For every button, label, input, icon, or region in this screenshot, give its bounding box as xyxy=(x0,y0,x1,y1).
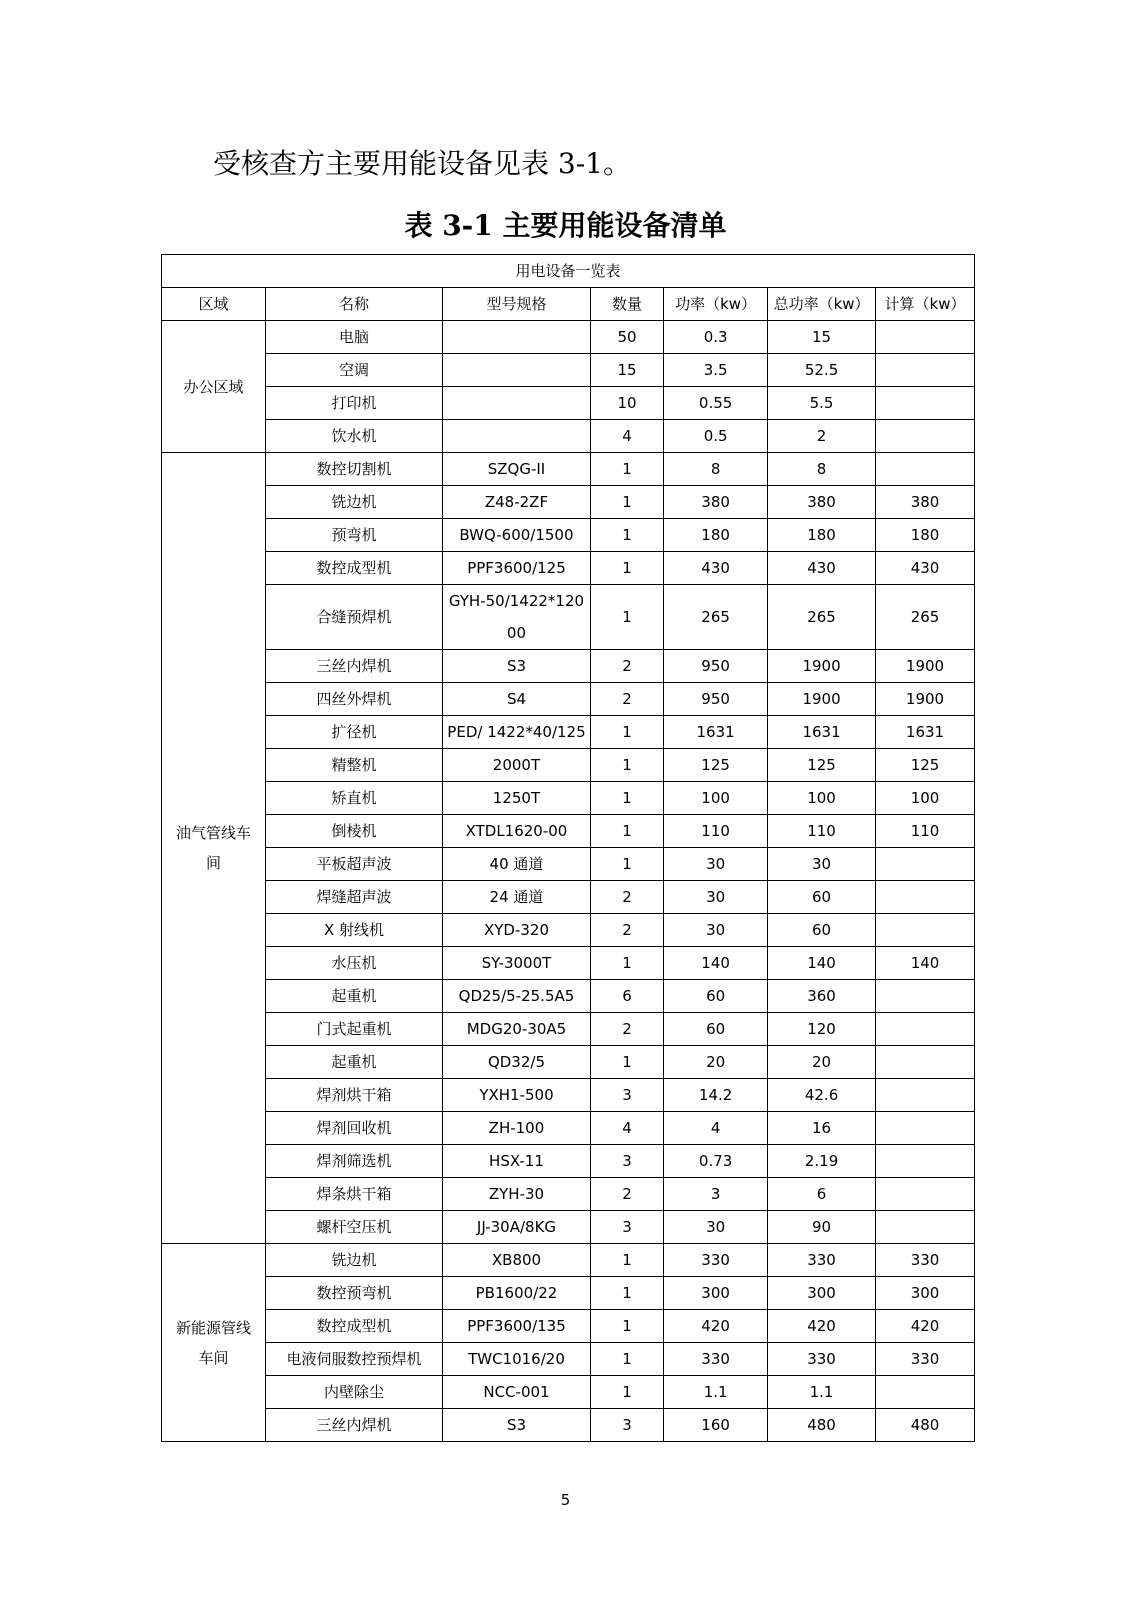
model-spec-cell: S3 xyxy=(443,1409,591,1442)
power-cell: 950 xyxy=(664,683,768,716)
quantity-cell: 1 xyxy=(590,1046,663,1079)
table-row xyxy=(162,1046,975,1079)
calculated-power-cell xyxy=(876,420,975,453)
power-cell: 265 xyxy=(664,585,768,650)
calculated-power-cell: 1631 xyxy=(876,716,975,749)
model-spec-cell: JJ-30A/8KG xyxy=(443,1211,591,1244)
model-spec-cell: SY-3000T xyxy=(443,947,591,980)
power-cell: 300 xyxy=(664,1277,768,1310)
total-power-cell: 5.5 xyxy=(768,387,876,420)
power-cell: 30 xyxy=(664,848,768,881)
equipment-name-cell: 空调 xyxy=(265,354,442,387)
equipment-name-cell: 合缝预焊机 xyxy=(265,585,442,650)
table-title: 用电设备一览表 xyxy=(162,255,975,288)
total-power-cell: 60 xyxy=(768,914,876,947)
total-power-cell: 300 xyxy=(768,1277,876,1310)
quantity-cell: 10 xyxy=(590,387,663,420)
equipment-name-cell: 起重机 xyxy=(265,1046,442,1079)
total-power-cell: 120 xyxy=(768,1013,876,1046)
model-spec-cell: 1250T xyxy=(443,782,591,815)
power-cell: 30 xyxy=(664,1211,768,1244)
total-power-cell: 30 xyxy=(768,848,876,881)
calculated-power-cell xyxy=(876,1145,975,1178)
equipment-name-cell: 焊剂烘干箱 xyxy=(265,1079,442,1112)
total-power-cell: 16 xyxy=(768,1112,876,1145)
model-spec-cell: PED/ 1422*40/125 xyxy=(443,716,591,749)
model-spec-cell: ZH-100 xyxy=(443,1112,591,1145)
model-spec-cell: BWQ-600/1500 xyxy=(443,519,591,552)
equipment-name-cell: 铣边机 xyxy=(265,486,442,519)
model-spec-cell: PPF3600/125 xyxy=(443,552,591,585)
power-cell: 1631 xyxy=(664,716,768,749)
total-power-cell: 140 xyxy=(768,947,876,980)
table-row xyxy=(162,1013,975,1046)
model-spec-cell: HSX-11 xyxy=(443,1145,591,1178)
calculated-power-cell: 110 xyxy=(876,815,975,848)
total-power-cell: 360 xyxy=(768,980,876,1013)
quantity-cell: 3 xyxy=(590,1211,663,1244)
equipment-name-cell: 焊条烘干箱 xyxy=(265,1178,442,1211)
equipment-name-cell: 焊剂筛选机 xyxy=(265,1145,442,1178)
table-row xyxy=(162,321,975,354)
table-row xyxy=(162,1343,975,1376)
power-cell: 0.3 xyxy=(664,321,768,354)
table-row xyxy=(162,552,975,585)
calculated-power-cell: 1900 xyxy=(876,650,975,683)
model-spec-cell: Z48-2ZF xyxy=(443,486,591,519)
power-cell: 330 xyxy=(664,1244,768,1277)
total-power-cell: 52.5 xyxy=(768,354,876,387)
table-row xyxy=(162,420,975,453)
table-title-row xyxy=(162,255,975,288)
total-power-cell: 125 xyxy=(768,749,876,782)
quantity-cell: 2 xyxy=(590,650,663,683)
calculated-power-cell: 480 xyxy=(876,1409,975,1442)
quantity-cell: 15 xyxy=(590,354,663,387)
calculated-power-cell xyxy=(876,1079,975,1112)
model-spec-cell: 2000T xyxy=(443,749,591,782)
model-spec-cell: NCC-001 xyxy=(443,1376,591,1409)
quantity-cell: 4 xyxy=(590,1112,663,1145)
total-power-cell: 430 xyxy=(768,552,876,585)
table-row xyxy=(162,1244,975,1277)
model-spec-cell: XYD-320 xyxy=(443,914,591,947)
table-caption: 表 3-1 主要用能设备清单 xyxy=(404,209,727,242)
calculated-power-cell xyxy=(876,321,975,354)
table-row xyxy=(162,650,975,683)
table-row xyxy=(162,1079,975,1112)
total-power-cell: 265 xyxy=(768,585,876,650)
equipment-name-cell: 精整机 xyxy=(265,749,442,782)
table-row xyxy=(162,848,975,881)
quantity-cell: 50 xyxy=(590,321,663,354)
calculated-power-cell: 330 xyxy=(876,1343,975,1376)
quantity-cell: 1 xyxy=(590,815,663,848)
equipment-name-cell: 平板超声波 xyxy=(265,848,442,881)
calculated-power-cell: 300 xyxy=(876,1277,975,1310)
model-spec-cell: GYH-50/1422*12000 xyxy=(443,585,591,650)
quantity-cell: 2 xyxy=(590,1013,663,1046)
equipment-name-cell: 数控成型机 xyxy=(265,552,442,585)
power-cell: 380 xyxy=(664,486,768,519)
equipment-name-cell: 预弯机 xyxy=(265,519,442,552)
model-spec-cell: 40 通道 xyxy=(443,848,591,881)
quantity-cell: 1 xyxy=(590,1277,663,1310)
table-row xyxy=(162,716,975,749)
quantity-cell: 1 xyxy=(590,486,663,519)
table-row xyxy=(162,519,975,552)
table-row xyxy=(162,815,975,848)
model-spec-cell: XTDL1620-00 xyxy=(443,815,591,848)
table-row xyxy=(162,749,975,782)
model-spec-cell: S3 xyxy=(443,650,591,683)
total-power-cell: 1900 xyxy=(768,650,876,683)
table-row xyxy=(162,947,975,980)
model-spec-cell xyxy=(443,321,591,354)
calculated-power-cell xyxy=(876,1211,975,1244)
table-row xyxy=(162,1211,975,1244)
quantity-cell: 3 xyxy=(590,1409,663,1442)
total-power-cell: 2.19 xyxy=(768,1145,876,1178)
quantity-cell: 3 xyxy=(590,1145,663,1178)
power-cell: 330 xyxy=(664,1343,768,1376)
table-row xyxy=(162,453,975,486)
table-row xyxy=(162,486,975,519)
quantity-cell: 1 xyxy=(590,1376,663,1409)
calculated-power-cell xyxy=(876,1178,975,1211)
power-cell: 0.5 xyxy=(664,420,768,453)
quantity-cell: 1 xyxy=(590,947,663,980)
total-power-cell: 110 xyxy=(768,815,876,848)
calculated-power-cell: 100 xyxy=(876,782,975,815)
table-row xyxy=(162,1145,975,1178)
power-cell: 100 xyxy=(664,782,768,815)
calculated-power-cell: 265 xyxy=(876,585,975,650)
total-power-cell: 2 xyxy=(768,420,876,453)
header-cell: 计算（kw） xyxy=(876,288,975,321)
quantity-cell: 1 xyxy=(590,453,663,486)
power-cell: 3.5 xyxy=(664,354,768,387)
total-power-cell: 42.6 xyxy=(768,1079,876,1112)
equipment-name-cell: 水压机 xyxy=(265,947,442,980)
total-power-cell: 20 xyxy=(768,1046,876,1079)
model-spec-cell xyxy=(443,420,591,453)
model-spec-cell: XB800 xyxy=(443,1244,591,1277)
calculated-power-cell: 1900 xyxy=(876,683,975,716)
calculated-power-cell: 420 xyxy=(876,1310,975,1343)
table-header-row xyxy=(162,288,975,321)
equipment-name-cell: 门式起重机 xyxy=(265,1013,442,1046)
quantity-cell: 6 xyxy=(590,980,663,1013)
equipment-name-cell: 三丝内焊机 xyxy=(265,650,442,683)
quantity-cell: 2 xyxy=(590,683,663,716)
total-power-cell: 330 xyxy=(768,1343,876,1376)
calculated-power-cell xyxy=(876,354,975,387)
calculated-power-cell xyxy=(876,980,975,1013)
equipment-name-cell: 焊缝超声波 xyxy=(265,881,442,914)
calculated-power-cell xyxy=(876,1112,975,1145)
power-cell: 950 xyxy=(664,650,768,683)
model-spec-cell: TWC1016/20 xyxy=(443,1343,591,1376)
total-power-cell: 330 xyxy=(768,1244,876,1277)
table-row xyxy=(162,1178,975,1211)
calculated-power-cell xyxy=(876,914,975,947)
total-power-cell: 420 xyxy=(768,1310,876,1343)
equipment-name-cell: 四丝外焊机 xyxy=(265,683,442,716)
table-row xyxy=(162,1112,975,1145)
table-row xyxy=(162,585,975,650)
table-row xyxy=(162,683,975,716)
power-cell: 110 xyxy=(664,815,768,848)
table-row xyxy=(162,354,975,387)
equipment-name-cell: 饮水机 xyxy=(265,420,442,453)
total-power-cell: 380 xyxy=(768,486,876,519)
equipment-name-cell: 电脑 xyxy=(265,321,442,354)
quantity-cell: 1 xyxy=(590,519,663,552)
calculated-power-cell xyxy=(876,1013,975,1046)
calculated-power-cell: 430 xyxy=(876,552,975,585)
header-cell: 名称 xyxy=(265,288,442,321)
model-spec-cell: YXH1-500 xyxy=(443,1079,591,1112)
quantity-cell: 1 xyxy=(590,749,663,782)
power-cell: 14.2 xyxy=(664,1079,768,1112)
equipment-name-cell: 螺杆空压机 xyxy=(265,1211,442,1244)
power-cell: 140 xyxy=(664,947,768,980)
quantity-cell: 1 xyxy=(590,782,663,815)
model-spec-cell: QD32/5 xyxy=(443,1046,591,1079)
header-cell: 总功率（kw） xyxy=(768,288,876,321)
power-cell: 20 xyxy=(664,1046,768,1079)
power-cell: 420 xyxy=(664,1310,768,1343)
power-cell: 3 xyxy=(664,1178,768,1211)
total-power-cell: 1631 xyxy=(768,716,876,749)
page-number: 5 xyxy=(560,1491,571,1509)
equipment-name-cell: 起重机 xyxy=(265,980,442,1013)
calculated-power-cell: 330 xyxy=(876,1244,975,1277)
header-cell: 数量 xyxy=(590,288,663,321)
power-cell: 30 xyxy=(664,914,768,947)
quantity-cell: 1 xyxy=(590,1244,663,1277)
model-spec-cell xyxy=(443,354,591,387)
equipment-name-cell: 倒棱机 xyxy=(265,815,442,848)
model-spec-cell: PB1600/22 xyxy=(443,1277,591,1310)
power-cell: 160 xyxy=(664,1409,768,1442)
model-spec-cell: MDG20-30A5 xyxy=(443,1013,591,1046)
table-row xyxy=(162,881,975,914)
calculated-power-cell: 140 xyxy=(876,947,975,980)
calculated-power-cell xyxy=(876,881,975,914)
total-power-cell: 1.1 xyxy=(768,1376,876,1409)
calculated-power-cell xyxy=(876,387,975,420)
table-row xyxy=(162,782,975,815)
model-spec-cell: QD25/5-25.5A5 xyxy=(443,980,591,1013)
power-cell: 0.73 xyxy=(664,1145,768,1178)
header-cell: 区域 xyxy=(162,288,266,321)
quantity-cell: 1 xyxy=(590,716,663,749)
power-cell: 60 xyxy=(664,1013,768,1046)
total-power-cell: 100 xyxy=(768,782,876,815)
total-power-cell: 8 xyxy=(768,453,876,486)
table-row xyxy=(162,1277,975,1310)
total-power-cell: 1900 xyxy=(768,683,876,716)
equipment-name-cell: 数控成型机 xyxy=(265,1310,442,1343)
calculated-power-cell xyxy=(876,848,975,881)
calculated-power-cell xyxy=(876,453,975,486)
calculated-power-cell xyxy=(876,1046,975,1079)
table-row xyxy=(162,387,975,420)
power-cell: 430 xyxy=(664,552,768,585)
equipment-name-cell: 数控切割机 xyxy=(265,453,442,486)
quantity-cell: 2 xyxy=(590,914,663,947)
quantity-cell: 4 xyxy=(590,420,663,453)
quantity-cell: 1 xyxy=(590,1310,663,1343)
quantity-cell: 2 xyxy=(590,881,663,914)
table-row xyxy=(162,980,975,1013)
total-power-cell: 180 xyxy=(768,519,876,552)
intro-paragraph: 受核查方主要用能设备见表 3-1。 xyxy=(213,147,631,180)
equipment-name-cell: 数控预弯机 xyxy=(265,1277,442,1310)
quantity-cell: 1 xyxy=(590,552,663,585)
power-cell: 8 xyxy=(664,453,768,486)
equipment-name-cell: 电液伺服数控预焊机 xyxy=(265,1343,442,1376)
power-cell: 60 xyxy=(664,980,768,1013)
total-power-cell: 6 xyxy=(768,1178,876,1211)
calculated-power-cell: 180 xyxy=(876,519,975,552)
calculated-power-cell: 380 xyxy=(876,486,975,519)
total-power-cell: 15 xyxy=(768,321,876,354)
model-spec-cell: ZYH-30 xyxy=(443,1178,591,1211)
equipment-name-cell: X 射线机 xyxy=(265,914,442,947)
total-power-cell: 480 xyxy=(768,1409,876,1442)
equipment-name-cell: 铣边机 xyxy=(265,1244,442,1277)
power-cell: 30 xyxy=(664,881,768,914)
area-cell: 新能源管线车间 xyxy=(162,1244,266,1442)
quantity-cell: 1 xyxy=(590,1343,663,1376)
quantity-cell: 3 xyxy=(590,1079,663,1112)
table-row xyxy=(162,1310,975,1343)
model-spec-cell: PPF3600/135 xyxy=(443,1310,591,1343)
table-row xyxy=(162,1376,975,1409)
power-cell: 0.55 xyxy=(664,387,768,420)
table-row xyxy=(162,914,975,947)
equipment-table xyxy=(161,254,975,1442)
area-cell: 办公区域 xyxy=(162,321,266,453)
equipment-name-cell: 焊剂回收机 xyxy=(265,1112,442,1145)
model-spec-cell xyxy=(443,387,591,420)
power-cell: 4 xyxy=(664,1112,768,1145)
quantity-cell: 2 xyxy=(590,1178,663,1211)
power-cell: 180 xyxy=(664,519,768,552)
total-power-cell: 90 xyxy=(768,1211,876,1244)
equipment-name-cell: 内壁除尘 xyxy=(265,1376,442,1409)
area-cell: 油气管线车间 xyxy=(162,453,266,1244)
total-power-cell: 60 xyxy=(768,881,876,914)
equipment-table-body xyxy=(162,255,975,1442)
model-spec-cell: SZQG-II xyxy=(443,453,591,486)
equipment-name-cell: 三丝内焊机 xyxy=(265,1409,442,1442)
calculated-power-cell: 125 xyxy=(876,749,975,782)
equipment-name-cell: 扩径机 xyxy=(265,716,442,749)
calculated-power-cell xyxy=(876,1376,975,1409)
table-row xyxy=(162,1409,975,1442)
equipment-name-cell: 打印机 xyxy=(265,387,442,420)
model-spec-cell: 24 通道 xyxy=(443,881,591,914)
model-spec-cell: S4 xyxy=(443,683,591,716)
power-cell: 125 xyxy=(664,749,768,782)
header-cell: 型号规格 xyxy=(443,288,591,321)
power-cell: 1.1 xyxy=(664,1376,768,1409)
quantity-cell: 1 xyxy=(590,585,663,650)
equipment-name-cell: 矫直机 xyxy=(265,782,442,815)
quantity-cell: 1 xyxy=(590,848,663,881)
header-cell: 功率（kw） xyxy=(664,288,768,321)
